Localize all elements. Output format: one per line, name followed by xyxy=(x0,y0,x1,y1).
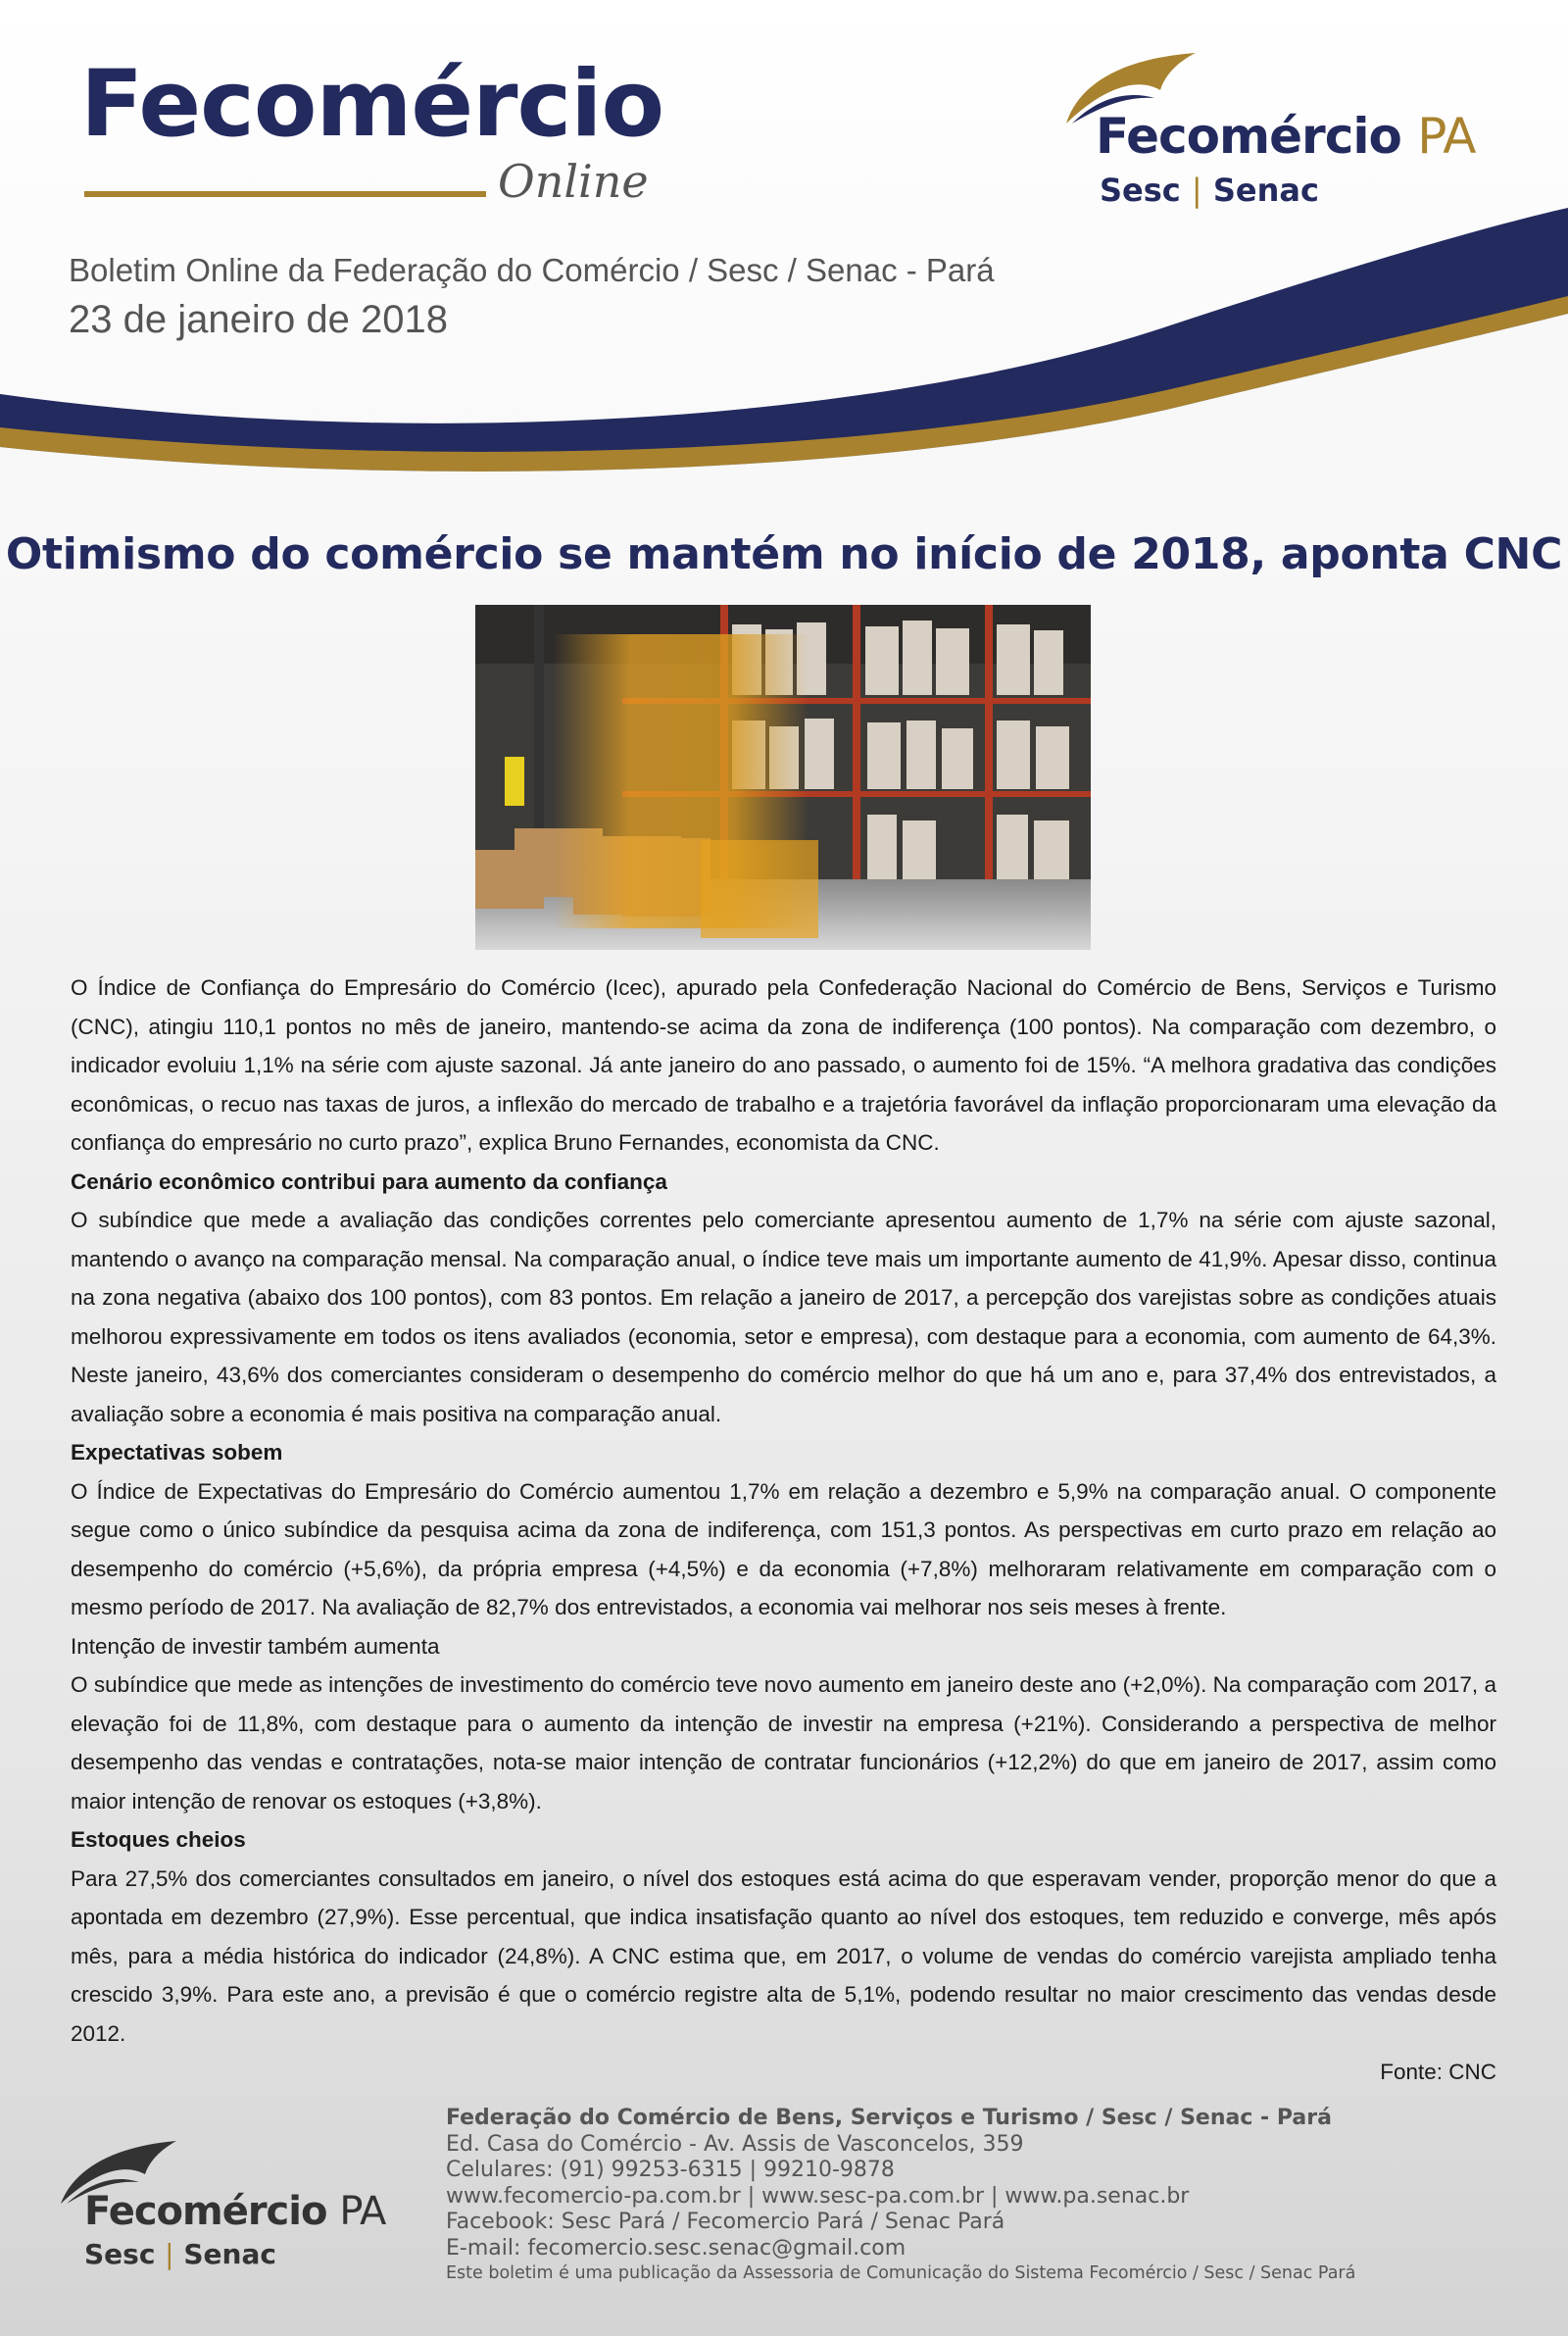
logo-name: Fecomércio PA xyxy=(1096,108,1476,165)
brand-underline xyxy=(84,191,486,197)
fecomercio-pa-logo xyxy=(1058,47,1529,214)
section-heading: Intenção de investir também aumenta xyxy=(71,1633,440,1659)
footer-websites[interactable]: www.fecomercio-pa.com.br | www.sesc-pa.com.br | www.pa.senac.br xyxy=(446,2183,1190,2209)
footer-email[interactable]: E-mail: fecomercio.sesc.senac@gmail.com xyxy=(446,2235,906,2261)
bulletin-date: 23 de janeiro de 2018 xyxy=(69,298,448,341)
header xyxy=(0,0,1568,510)
footer-organization: Federação do Comércio de Bens, Serviços e Turismo / Sesc / Senac - Pará xyxy=(446,2106,1332,2130)
article-paragraph: O subíndice que mede a avaliação das condições correntes pelo comerciante apresentou aumento de 1,7% na série com ajuste sazonal, mantendo o avanço na comparação mensal. Na comparação anual, o índice teve mais um importante aumento de 41,9%. Apesar disso, continua na zona negativa (abaixo dos 100 pontos), com 83 pontos. Em relação a janeiro de 2017, a percepção dos varejistas sobre as condições atuais melhorou expressivamente em todos os itens avaliados (economia, setor e empresa), com destaque para a economia, com aumento de 64,3%. Neste janeiro, 43,6% dos comerciantes consideram o desempenho do comércio melhor do que há um ano e, para 37,4% dos entrevistados, a avaliação sobre a economia é mais positiva na comparação anual. xyxy=(71,1208,1496,1426)
article-source: Fonte: CNC xyxy=(1380,2060,1496,2084)
article-paragraph: Para 27,5% dos comerciantes consultados em janeiro, o nível dos estoques está acima do que esperavam vender, proporção menor do que a apontada em dezembro (27,9%). Esse percentual, que indica insatisfação quanto ao nível dos estoques, tem reduzido e converge, mês após mês, para a média histórica do indicador (24,8%). A CNC estima que, em 2017, o volume de vendas do comércio varejista ampliado tenha crescido 3,9%. Para este ano, a previsão é que o comércio registre alta de 5,1%, podendo resultar no maior crescimento das vendas desde 2012. xyxy=(71,1865,1496,2046)
footer-address: Ed. Casa do Comércio - Av. Assis de Vasconcelos, 359 xyxy=(446,2131,1024,2157)
brand-subtitle: Online xyxy=(498,155,649,208)
footer-facebook: Facebook: Sesc Pará / Fecomercio Pará / Senac Pará xyxy=(446,2210,1005,2234)
section-heading: Cenário econômico contribui para aumento da confiança xyxy=(71,1168,667,1194)
footer-logo-name: Fecomércio PA xyxy=(84,2189,386,2234)
warehouse-photo-illustration xyxy=(475,605,1091,950)
footer-note: Este boletim é uma publicação da Assessoria de Comunicação do Sistema Fecomércio / Sesc / Senac Pará xyxy=(446,2263,1356,2283)
section-heading: Expectativas sobem xyxy=(71,1440,283,1465)
warehouse-photo xyxy=(475,605,1091,950)
article-paragraph: O subíndice que mede as intenções de investimento do comércio teve novo aumento em janeiro deste ano (+2,0%). Na comparação com 2017, a elevação foi de 11,8%, com destaque para o aumento da intenção de investir na empresa (+21%). Considerando a perspectiva de melhor desempenho das vendas e contratações, nota-se maior intenção de contratar funcionários (+12,2%) do que em janeiro de 2017, assim como maior intenção de renovar os estoques (+3,8%). xyxy=(71,1672,1496,1814)
footer-logo xyxy=(55,2137,427,2284)
article-paragraph: O Índice de Confiança do Empresário do Comércio (Icec), apurado pela Confederação Nacional do Comércio de Bens, Serviços e Turismo (CNC), atingiu 110,1 pontos no mês de janeiro, mantendo-se acima da zona de indiferença (100 pontos). Na comparação com dezembro, o indicador evoluiu 1,1% na série com ajuste sazonal. Já ante janeiro do ano passado, o aumento foi de 15%. “A melhora gradativa das condições econômicas, o recuo nas taxas de juros, a inflexão do mercado de trabalho e a trajetória favorável da inflação proporcionaram uma elevação da confiança do empresário no curto prazo”, explica Bruno Fernandes, economista da CNC. xyxy=(71,975,1496,1155)
footer-logo-subtitle: Sesc | Senac xyxy=(84,2238,276,2270)
footer-contact-info xyxy=(446,2106,1524,2285)
logo-subtitle: Sesc | Senac xyxy=(1100,172,1319,209)
article-paragraph: O Índice de Expectativas do Empresário do Comércio aumentou 1,7% em relação a dezembro e 5,9% na comparação anual. O componente segue como o único subíndice da pesquisa acima da zona de indiferença, com 151,3 pontos. As perspectivas em curto prazo em relação ao desempenho do comércio (+5,6%), da própria empresa (+4,5%) e da economia (+7,8%) melhoraram relativamente em comparação com o mesmo período de 2017. Na avaliação de 82,7% dos entrevistados, a economia vai melhorar nos seis meses à frente. xyxy=(71,1478,1496,1619)
article-body xyxy=(71,969,1496,2092)
footer-phones: Celulares: (91) 99253-6315 | 99210-9878 xyxy=(446,2158,895,2182)
section-heading: Estoques cheios xyxy=(71,1827,246,1852)
article-headline: Otimismo do comércio se mantém no início de 2018, aponta CNC xyxy=(5,529,1563,579)
brand-title: Fecomércio xyxy=(80,51,664,158)
bulletin-description: Boletim Online da Federação do Comércio / Sesc / Senac - Pará xyxy=(69,252,995,288)
